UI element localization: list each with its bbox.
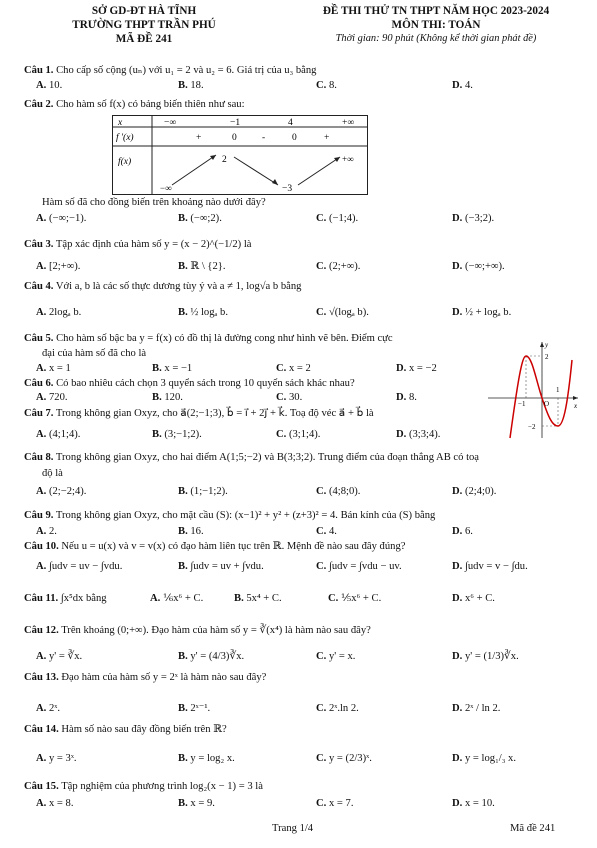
q11-option-a[interactable]: A. ⅙x⁶ + C. — [150, 593, 204, 604]
q9-option-b[interactable]: B. 16. — [178, 526, 204, 537]
table-x-2: −1 — [230, 118, 241, 128]
q15-option-a[interactable]: A. x = 8. — [36, 798, 74, 809]
q11-option-c[interactable]: C. ⅕x⁶ + C. — [328, 593, 382, 604]
table-sign-3: - — [262, 133, 266, 143]
question-6: Câu 6. Có bao nhiêu cách chọn 3 quyển sách trong 10 quyển sách khác nhau? — [24, 378, 355, 389]
table-f-3: −3 — [282, 184, 293, 194]
table-x-1: −∞ — [164, 118, 177, 128]
q13-option-b[interactable]: B. 2ˣ⁻¹. — [178, 703, 211, 714]
q2-option-d[interactable]: D. (−3;2). — [452, 213, 495, 224]
question-4: Câu 4. Với a, b là các số thực dương tùy ý và a ≠ 1, log√a b bằng — [24, 281, 302, 292]
question-9: Câu 9. Trong không gian Oxyz, cho mặt cầu (S): (x−1)² + y² + (z+3)² = 4. Bán kính của (S) bằng — [24, 510, 436, 521]
q8-option-b[interactable]: B. (1;−1;2). — [178, 486, 228, 497]
q9-option-a[interactable]: A. 2. — [36, 526, 57, 537]
question-12: Câu 12. Trên khoảng (0;+∞). Đạo hàm của hàm số y = ∛(x⁴) là hàm nào sau đây? — [24, 625, 371, 636]
q6-option-a[interactable]: A. 720. — [36, 392, 68, 403]
table-fp-label: f '(x) — [116, 133, 134, 143]
q12-option-a[interactable]: A. y' = ∛x. — [36, 651, 83, 662]
exam-time: Thời gian: 90 phút (Không kể thời gian phát đề) — [335, 33, 537, 44]
q13-option-a[interactable]: A. 2ˣ. — [36, 703, 60, 714]
q8-text-line2: độ là — [42, 468, 63, 479]
q1-option-d[interactable]: D. 4. — [452, 80, 473, 91]
q14-option-b[interactable]: B. y = log₂ x. — [178, 753, 235, 764]
q7-option-b[interactable]: B. (3;−1;2). — [152, 429, 202, 440]
q12-option-d[interactable]: D. y' = (1/3)∛x. — [452, 651, 519, 662]
graph-origin: O — [544, 400, 550, 408]
graph-tick-x1: 1 — [556, 386, 560, 394]
q7-option-c[interactable]: C. (3;1;4). — [276, 429, 321, 440]
question-2: Câu 2. Cho hàm số f(x) có bảng biến thiên như sau: — [24, 99, 245, 110]
q5-option-b[interactable]: B. x = −1 — [152, 363, 193, 374]
q3-option-d[interactable]: D. (−∞;+∞). — [452, 261, 505, 272]
q6-option-d[interactable]: D. 8. — [396, 392, 417, 403]
q12-option-c[interactable]: C. y' = x. — [316, 651, 356, 662]
question-13: Câu 13. Đạo hàm của hàm số y = 2ˣ là hàm nào sau đây? — [24, 672, 267, 683]
q1-option-a[interactable]: A. 10. — [36, 80, 63, 91]
q10-option-d[interactable]: D. ∫udv = v − ∫du. — [452, 561, 528, 572]
q3-option-b[interactable]: B. ℝ \ {2}. — [178, 261, 226, 272]
table-x-label: x — [118, 118, 123, 128]
q7-option-d[interactable]: D. (3;3;4). — [396, 429, 441, 440]
q14-option-c[interactable]: C. y = (2/3)ˣ. — [316, 753, 372, 764]
question-8: Câu 8. Trong không gian Oxyz, cho hai điểm A(1;5;−2) và B(3;3;2). Trung điểm của đoạn thẳng AB có toạ — [24, 452, 480, 463]
q7-option-a[interactable]: A. (4;1;4). — [36, 429, 81, 440]
table-f-label: f(x) — [118, 157, 132, 167]
q2-option-a[interactable]: A. (−∞;−1). — [36, 213, 87, 224]
q1-option-c[interactable]: C. 8. — [316, 80, 337, 91]
graph-x-label: x — [574, 402, 578, 410]
q15-option-c[interactable]: C. x = 7. — [316, 798, 354, 809]
q4-option-a[interactable]: A. 2logₐ b. — [36, 307, 82, 318]
table-sign-5: + — [324, 133, 330, 143]
graph-tick-y2: 2 — [545, 353, 549, 361]
graph-tick-xm1: −1 — [518, 400, 526, 408]
q9-option-c[interactable]: C. 4. — [316, 526, 337, 537]
q15-option-b[interactable]: B. x = 9. — [178, 798, 215, 809]
question-3: Câu 3. Tập xác định của hàm số y = (x − 2)^(−1/2) là — [24, 239, 252, 250]
q1-option-b[interactable]: B. 18. — [178, 80, 204, 91]
header-right — [286, 4, 586, 45]
table-f-2: 2 — [222, 155, 227, 165]
dept-name: SỞ GD-ĐT HÀ TĨNH — [91, 5, 197, 17]
q13-option-d[interactable]: D. 2ˣ / ln 2. — [452, 703, 501, 714]
q11-option-b[interactable]: B. 5x⁴ + C. — [234, 593, 282, 604]
table-x-3: 4 — [288, 118, 293, 128]
q4-option-b[interactable]: B. ½ logₐ b. — [178, 307, 228, 318]
q6-option-c[interactable]: C. 30. — [276, 392, 303, 403]
q11-option-d[interactable]: D. x⁶ + C. — [452, 593, 495, 604]
table-sign-1: + — [196, 133, 202, 143]
q5-text-line2: đại của hàm số đã cho là — [42, 348, 147, 359]
exam-code: MÃ ĐỀ 241 — [115, 33, 173, 45]
question-15: Câu 15. Tập nghiệm của phương trình log₂(x − 1) = 3 là — [24, 781, 263, 792]
table-sign-4: 0 — [292, 133, 297, 143]
q8-option-c[interactable]: C. (4;8;0). — [316, 486, 361, 497]
q2-subquestion: Hàm số đã cho đồng biến trên khoảng nào dưới đây? — [42, 197, 266, 208]
question-10: Câu 10. Nếu u = u(x) và v = v(x) có đạo hàm liên tục trên ℝ. Mệnh đề nào sau đây đúng? — [24, 541, 406, 552]
table-f-4: +∞ — [342, 154, 354, 164]
q3-option-c[interactable]: C. (2;+∞). — [316, 261, 361, 272]
question-11: Câu 11. ∫x⁵dx bằng — [24, 593, 107, 604]
q4-option-d[interactable]: D. ½ + logₐ b. — [452, 307, 512, 318]
q2-option-b[interactable]: B. (−∞;2). — [178, 213, 222, 224]
q12-option-b[interactable]: B. y' = (4/3)∛x. — [178, 651, 245, 662]
q10-option-a[interactable]: A. ∫udv = uv − ∫vdu. — [36, 561, 123, 572]
graph-tick-ym2: −2 — [528, 423, 536, 431]
q13-option-c[interactable]: C. 2ˣ.ln 2. — [316, 703, 359, 714]
header-left — [54, 4, 234, 46]
question-14: Câu 14. Hàm số nào sau đây đồng biến trên ℝ? — [24, 724, 227, 735]
q5-option-c[interactable]: C. x = 2 — [276, 363, 311, 374]
q14-option-a[interactable]: A. y = 3ˣ. — [36, 753, 77, 764]
q10-option-b[interactable]: B. ∫udv = uv + ∫vdu. — [178, 561, 264, 572]
q4-option-c[interactable]: C. √(logₐ b). — [316, 307, 369, 318]
q8-option-d[interactable]: D. (2;4;0). — [452, 486, 497, 497]
q8-option-a[interactable]: A. (2;−2;4). — [36, 486, 87, 497]
school-name: TRƯỜNG THPT TRẦN PHÚ — [72, 19, 216, 31]
table-f-1: −∞ — [160, 183, 172, 193]
table-sign-2: 0 — [232, 133, 237, 143]
graph-y-label: y — [545, 341, 549, 349]
q5-option-d[interactable]: D. x = −2 — [396, 363, 437, 374]
q15-option-d[interactable]: D. x = 10. — [452, 798, 495, 809]
question-1: Câu 1. Cho cấp số cộng (uₙ) với u₁ = 2 và u₂ = 6. Giá trị của u₃ bằng — [24, 65, 317, 76]
q3-option-a[interactable]: A. [2;+∞). — [36, 261, 81, 272]
page-number: Trang 1/4 — [272, 823, 314, 834]
q2-option-c[interactable]: C. (−1;4). — [316, 213, 359, 224]
q5-option-a[interactable]: A. x = 1 — [36, 363, 71, 374]
subject: MÔN THI: TOÁN — [391, 19, 481, 31]
footer-exam-code: Mã đề 241 — [510, 823, 556, 834]
q14-option-d[interactable]: D. y = log₁/₃ x. — [452, 753, 516, 764]
exam-title: ĐỀ THI THỬ TN THPT NĂM HỌC 2023-2024 — [322, 5, 550, 17]
q6-option-b[interactable]: B. 120. — [152, 392, 183, 403]
q9-option-d[interactable]: D. 6. — [452, 526, 473, 537]
table-x-4: +∞ — [342, 118, 355, 128]
q10-option-c[interactable]: C. ∫udv = ∫vdu − uv. — [316, 561, 402, 572]
question-5: Câu 5. Cho hàm số bậc ba y = f(x) có đồ thị là đường cong như hình vẽ bên. Điểm cực — [24, 333, 393, 344]
question-7: Câu 7. Trong không gian Oxyz, cho a⃗(2;−1;3), b⃗ = i⃗ + 2j⃗ + k⃗. Toạ độ véc a⃗ + b⃗ là — [24, 408, 374, 419]
